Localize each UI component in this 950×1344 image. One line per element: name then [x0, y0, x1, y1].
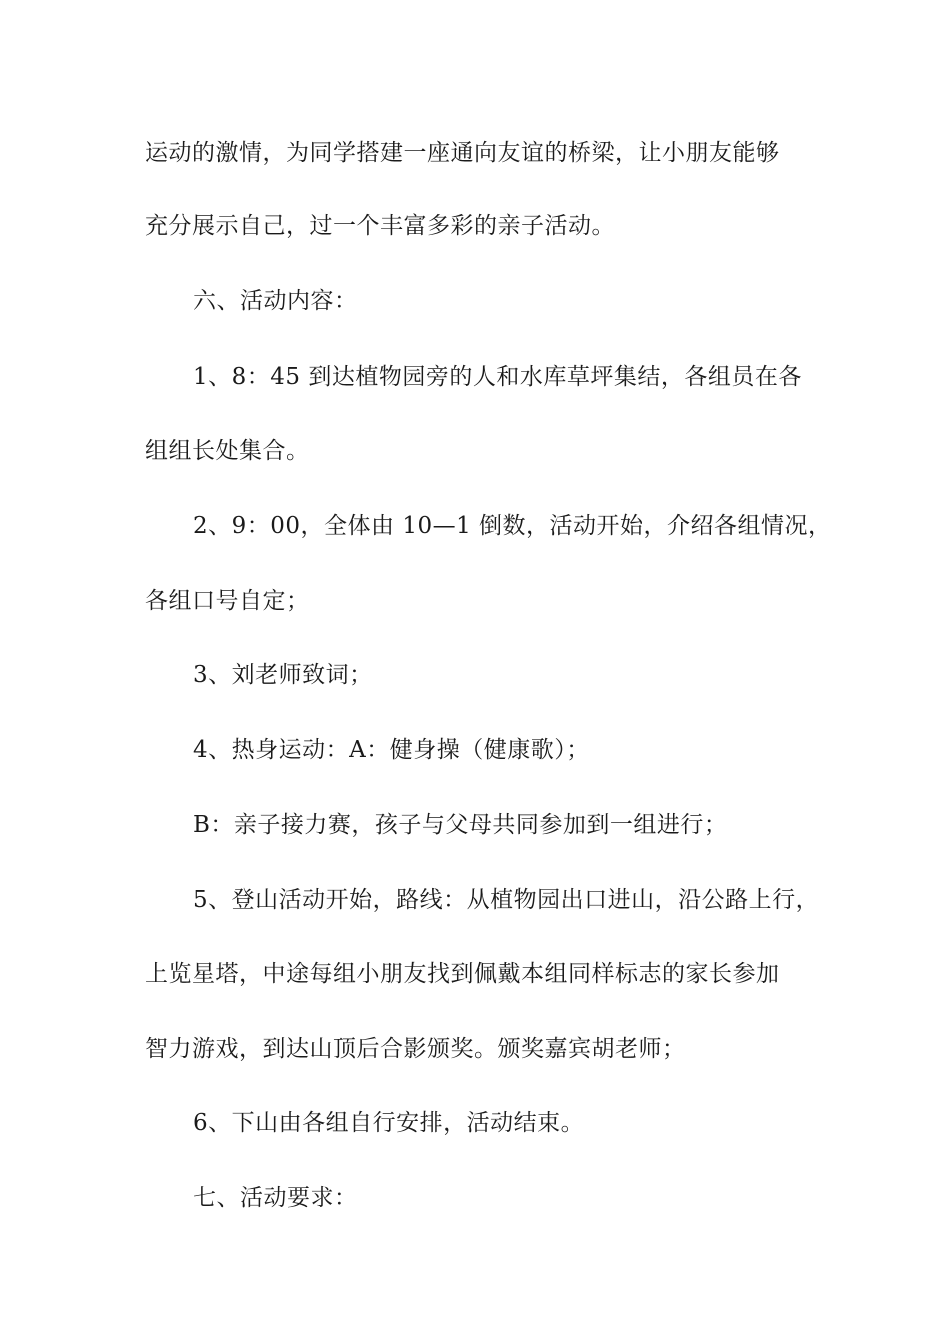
paragraph-line: 组组长处集合。 — [145, 438, 310, 464]
list-item-4: 4、热身运动：A：健身操（健康歌）； — [193, 737, 590, 763]
paragraph-line: 各组口号自定； — [145, 588, 310, 614]
section-heading-activity-content: 六、活动内容： — [193, 288, 358, 314]
section-heading-activity-requirements: 七、活动要求： — [193, 1185, 358, 1211]
paragraph-line: 充分展示自己，过一个丰富多彩的亲子活动。 — [145, 213, 615, 239]
list-item-1: 1、8：45 到达植物园旁的人和水库草坪集结，各组员在各 — [193, 364, 802, 390]
list-item-3: 3、刘老师致词； — [193, 662, 373, 688]
list-item-2: 2、9：00，全体由 10—1 倒数，活动开始，介绍各组情况， — [193, 513, 832, 539]
paragraph-line: 上览星塔，中途每组小朋友找到佩戴本组同样标志的家长参加 — [145, 961, 780, 987]
paragraph-line: 运动的激情，为同学搭建一座通向友谊的桥梁，让小朋友能够 — [145, 140, 780, 166]
list-item-6: 6、下山由各组自行安排，活动结束。 — [193, 1110, 585, 1136]
list-item-5: 5、登山活动开始，路线：从植物园出口进山，沿公路上行， — [193, 887, 820, 913]
paragraph-line: 智力游戏，到达山顶后合影颁奖。颁奖嘉宾胡老师； — [145, 1036, 686, 1062]
list-item-4b: B：亲子接力赛，孩子与父母共同参加到一组进行； — [193, 812, 728, 838]
